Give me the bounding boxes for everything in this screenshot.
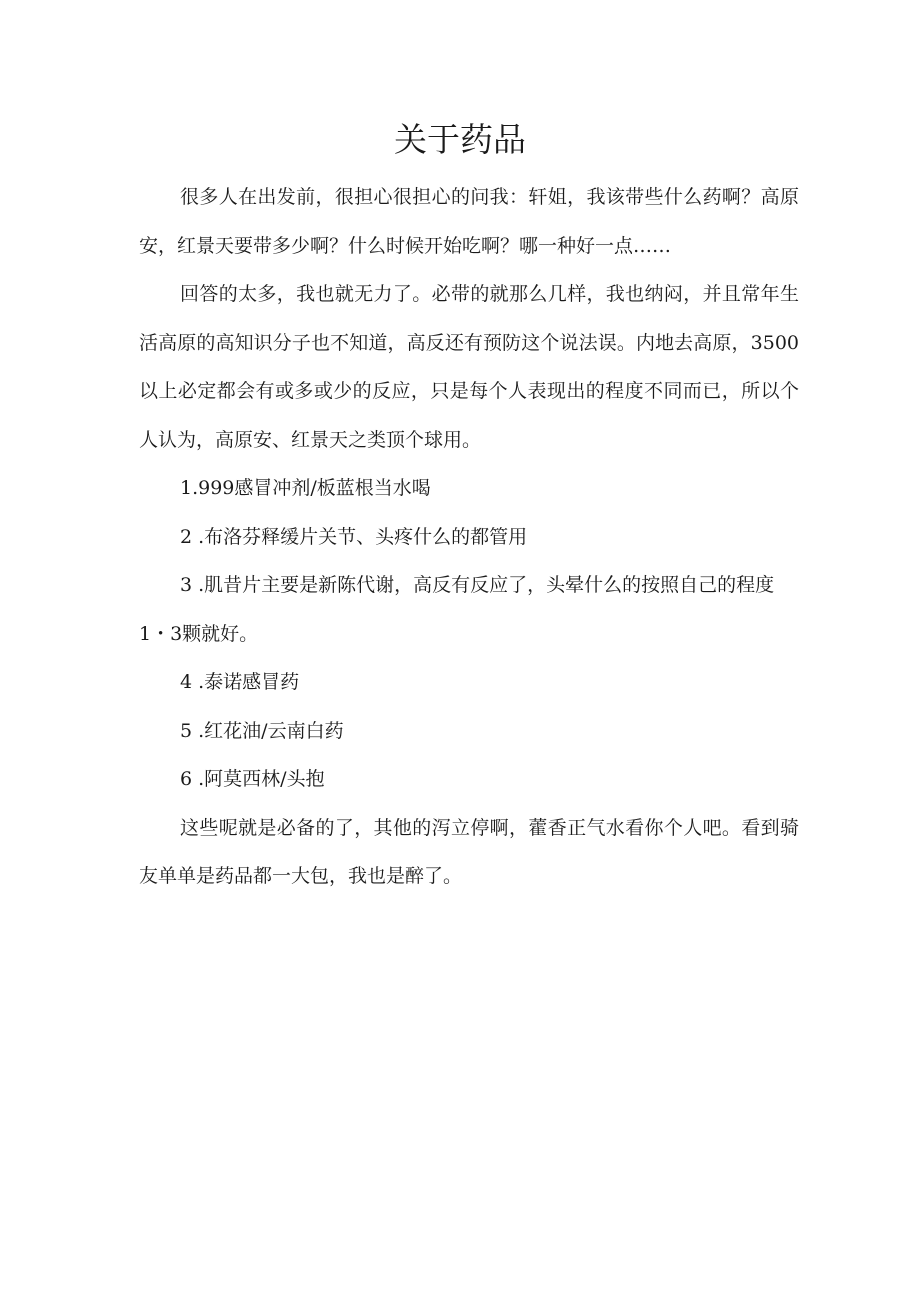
list-item-5: 5 .红花油/云南白药 (180, 719, 344, 742)
document-title: 关于药品 (394, 120, 526, 159)
paragraph-answer: 回答的太多，我也就无力了。必带的就那么几样，我也纳闷，并且常年生活高原的高知识分子也不知道，高反还有预防这个说法误。内地去高原，3500以上必定都会有或多或少的反应，只是每个人表现出的程度不同而已，所以个人认为，高原安、红景天之类顶个球用。 (139, 283, 799, 451)
list-item-2: 2 .布洛芬释缓片关节、头疼什么的都管用 (180, 525, 528, 548)
paragraph-intro: 很多人在出发前，很担心很担心的问我：轩姐，我该带些什么药啊？高原安，红景天要带多少啊？什么时候开始吃啊？哪一种好一点…… (139, 186, 799, 257)
document-body (139, 173, 799, 901)
list-item-3: 3 .肌昔片主要是新陈代谢，高反有反应了，头晕什么的按照自己的程度1・3颗就好。 (139, 574, 775, 645)
list-item-4: 4 .泰诺感冒药 (180, 671, 300, 693)
list-item-1: 1.999感冒冲剂/板蓝根当水喝 (180, 477, 431, 499)
list-item-6: 6 .阿莫西林/头抱 (180, 768, 325, 790)
paragraph-closing: 这些呢就是必备的了，其他的泻立停啊，藿香正气水看你个人吧。看到骑友单单是药品都一大包，我也是醉了。 (139, 816, 799, 887)
